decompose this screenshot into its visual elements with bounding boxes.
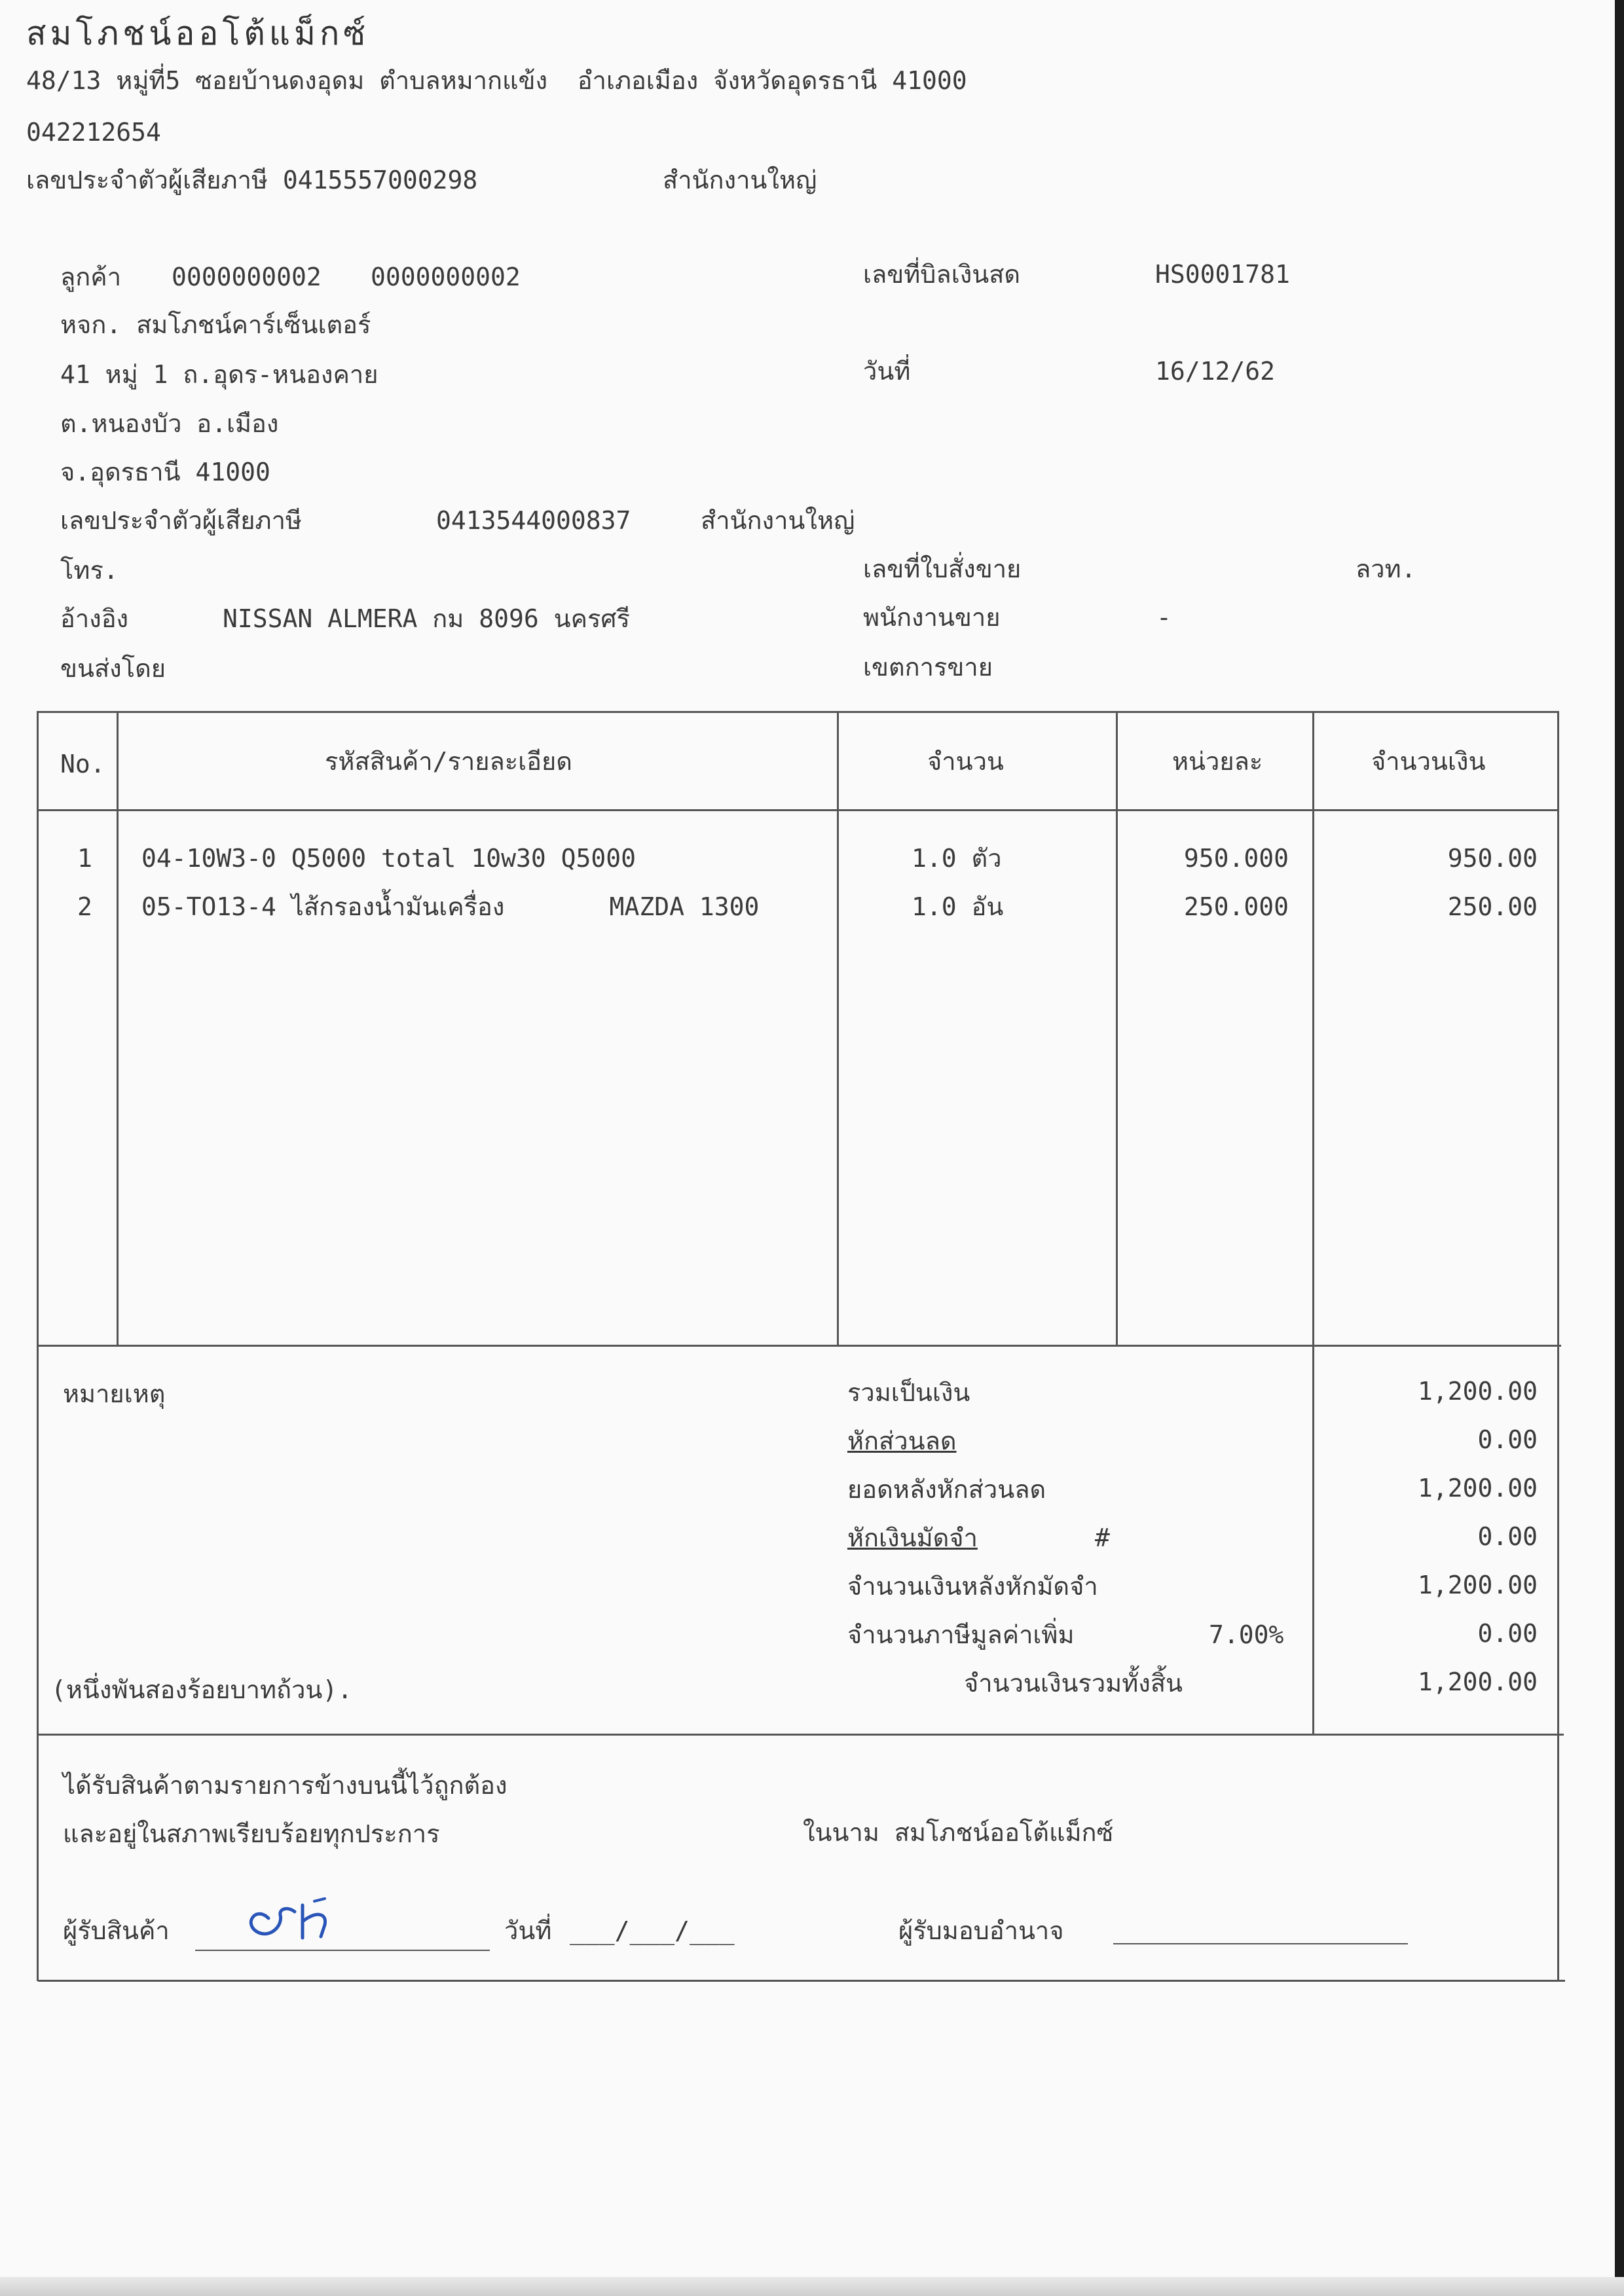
customer-tax-id: 0413544000837 — [436, 506, 631, 535]
customer-code-1: 0000000002 — [172, 263, 322, 291]
summary-bottom-rule — [37, 1734, 1564, 1736]
row-2-amount: 250.00 — [1447, 892, 1538, 921]
grand-total-value: 1,200.00 — [1417, 1667, 1538, 1696]
authorized-label: ผู้รับมอบอำนาจ — [898, 1916, 1064, 1945]
col-rule-qty — [1116, 711, 1118, 1346]
customer-phone-label: โทร. — [60, 556, 119, 585]
after-deposit-label: จำนวนเงินหลังหักมัดจำ — [847, 1572, 1098, 1601]
customer-address-3: จ.อุดรธานี 41000 — [60, 458, 270, 486]
company-name: สมโภชน์ออโต้แม็กซ์ — [26, 14, 370, 52]
reference-label: อ้างอิง — [60, 604, 129, 633]
col-rule-no — [117, 711, 119, 1346]
row-1-no: 1 — [77, 844, 92, 873]
vat-value: 0.00 — [1477, 1619, 1538, 1648]
sales-area-label: เขตการขาย — [863, 653, 993, 682]
header-unit-price: หน่วยละ — [1172, 747, 1263, 776]
customer-address-2: ต.หนองบัว อ.เมือง — [60, 409, 279, 438]
scan-edge-bottom — [0, 2277, 1624, 2296]
customer-label: ลูกค้า — [60, 263, 122, 291]
bill-date: 16/12/62 — [1155, 357, 1276, 386]
on-behalf-of: ในนาม สมโภชน์ออโต้แม็กซ์ — [803, 1818, 1114, 1847]
company-phone: 042212654 — [26, 118, 161, 147]
row-1-quantity: 1.0 ตัว — [912, 844, 1002, 873]
row-1-description: 04-10W3-0 Q5000 total 10w30 Q5000 — [141, 844, 636, 873]
header-quantity: จำนวน — [927, 747, 1004, 776]
received-statement-2: และอยู่ในสภาพเรียบร้อยทุกประการ — [63, 1819, 440, 1848]
grand-total-label: จำนวนเงินรวมทั้งสิ้น — [964, 1669, 1183, 1698]
col-rule-desc — [837, 711, 839, 1346]
row-1-unit-price: 950.000 — [1183, 844, 1289, 873]
discount-value: 0.00 — [1477, 1425, 1538, 1454]
row-2-unit-price: 250.000 — [1183, 892, 1289, 921]
receive-date-label: วันที่ — [504, 1916, 552, 1945]
company-address: 48/13 หมู่ที่5 ซอยบ้านดงอุดม ตำบลหมากแข้ง อำเภอเมือง จังหวัดอุดรธานี 41000 — [26, 66, 967, 95]
table-left-rule — [37, 711, 39, 1981]
authorized-signature-line — [1113, 1943, 1408, 1944]
customer-tax-label: เลขประจำตัวผู้เสียภาษี — [60, 506, 302, 535]
receiver-signature — [242, 1892, 360, 1954]
scan-edge-right — [1615, 0, 1624, 2296]
after-discount-label: ยอดหลังหักส่วนลด — [847, 1475, 1046, 1504]
company-tax-id: เลขประจำตัวผู้เสียภาษี 0415557000298 — [26, 166, 478, 194]
customer-code-2: 0000000002 — [371, 263, 521, 291]
row-2-quantity: 1.0 อัน — [912, 892, 1004, 921]
bill-number: HS0001781 — [1155, 260, 1290, 289]
sales-order-value: ลวท. — [1356, 555, 1416, 583]
header-amount: จำนวนเงิน — [1371, 747, 1486, 776]
customer-address-1: 41 หมู่ 1 ถ.อุดร-หนองคาย — [60, 360, 378, 389]
sales-order-label: เลขที่ใบสั่งขาย — [863, 555, 1022, 583]
bill-date-label: วันที่ — [863, 357, 911, 386]
table-top-rule — [37, 711, 1559, 713]
header-no: No. — [60, 750, 105, 778]
deposit-mark: # — [1095, 1523, 1110, 1552]
footer-bottom-rule — [38, 1980, 1565, 1982]
salesperson-value: - — [1156, 603, 1172, 632]
deposit-label: หักเงินมัดจำ — [847, 1523, 978, 1552]
customer-name: หจก. สมโภชน์คาร์เซ็นเตอร์ — [60, 310, 371, 339]
amount-in-words: (หนึ่งพันสองร้อยบาทถ้วน). — [51, 1675, 353, 1704]
subtotal-label: รวมเป็นเงิน — [847, 1378, 970, 1407]
salesperson-label: พนักงานขาย — [863, 603, 1001, 632]
row-2-no: 2 — [77, 892, 92, 921]
receiver-label: ผู้รับสินค้า — [63, 1916, 170, 1945]
shipping-label: ขนส่งโดย — [60, 654, 166, 683]
company-branch: สำนักงานใหญ่ — [663, 166, 817, 194]
bill-number-label: เลขที่บิลเงินสด — [863, 260, 1021, 289]
subtotal-value: 1,200.00 — [1417, 1377, 1538, 1406]
customer-branch: สำนักงานใหญ่ — [701, 506, 855, 535]
row-1-amount: 950.00 — [1447, 844, 1538, 873]
vat-rate: 7.00% — [1209, 1620, 1284, 1649]
after-discount-value: 1,200.00 — [1417, 1474, 1538, 1503]
vat-label: จำนวนภาษีมูลค่าเพิ่ม — [847, 1620, 1075, 1649]
receive-date-blank: ___/___/___ — [570, 1916, 735, 1945]
discount-label: หักส่วนลด — [847, 1427, 957, 1455]
header-bottom-rule — [37, 809, 1559, 811]
after-deposit-value: 1,200.00 — [1417, 1571, 1538, 1599]
table-right-rule — [1557, 711, 1559, 1981]
items-bottom-rule — [37, 1345, 1561, 1347]
received-statement-1: ได้รับสินค้าตามรายการข้างบนนี้ไว้ถูกต้อง — [63, 1771, 507, 1800]
reference-value: NISSAN ALMERA กม 8096 นครศรี — [223, 604, 630, 633]
remark-label: หมายเหตุ — [63, 1379, 166, 1408]
row-2-description: 05-TO13-4 ไส้กรองน้ำมันเครื่อง MAZDA 1300 — [141, 892, 760, 921]
col-rule-unit — [1312, 711, 1314, 1735]
header-description: รหัสสินค้า/รายละเอียด — [325, 747, 572, 776]
deposit-value: 0.00 — [1477, 1522, 1538, 1551]
